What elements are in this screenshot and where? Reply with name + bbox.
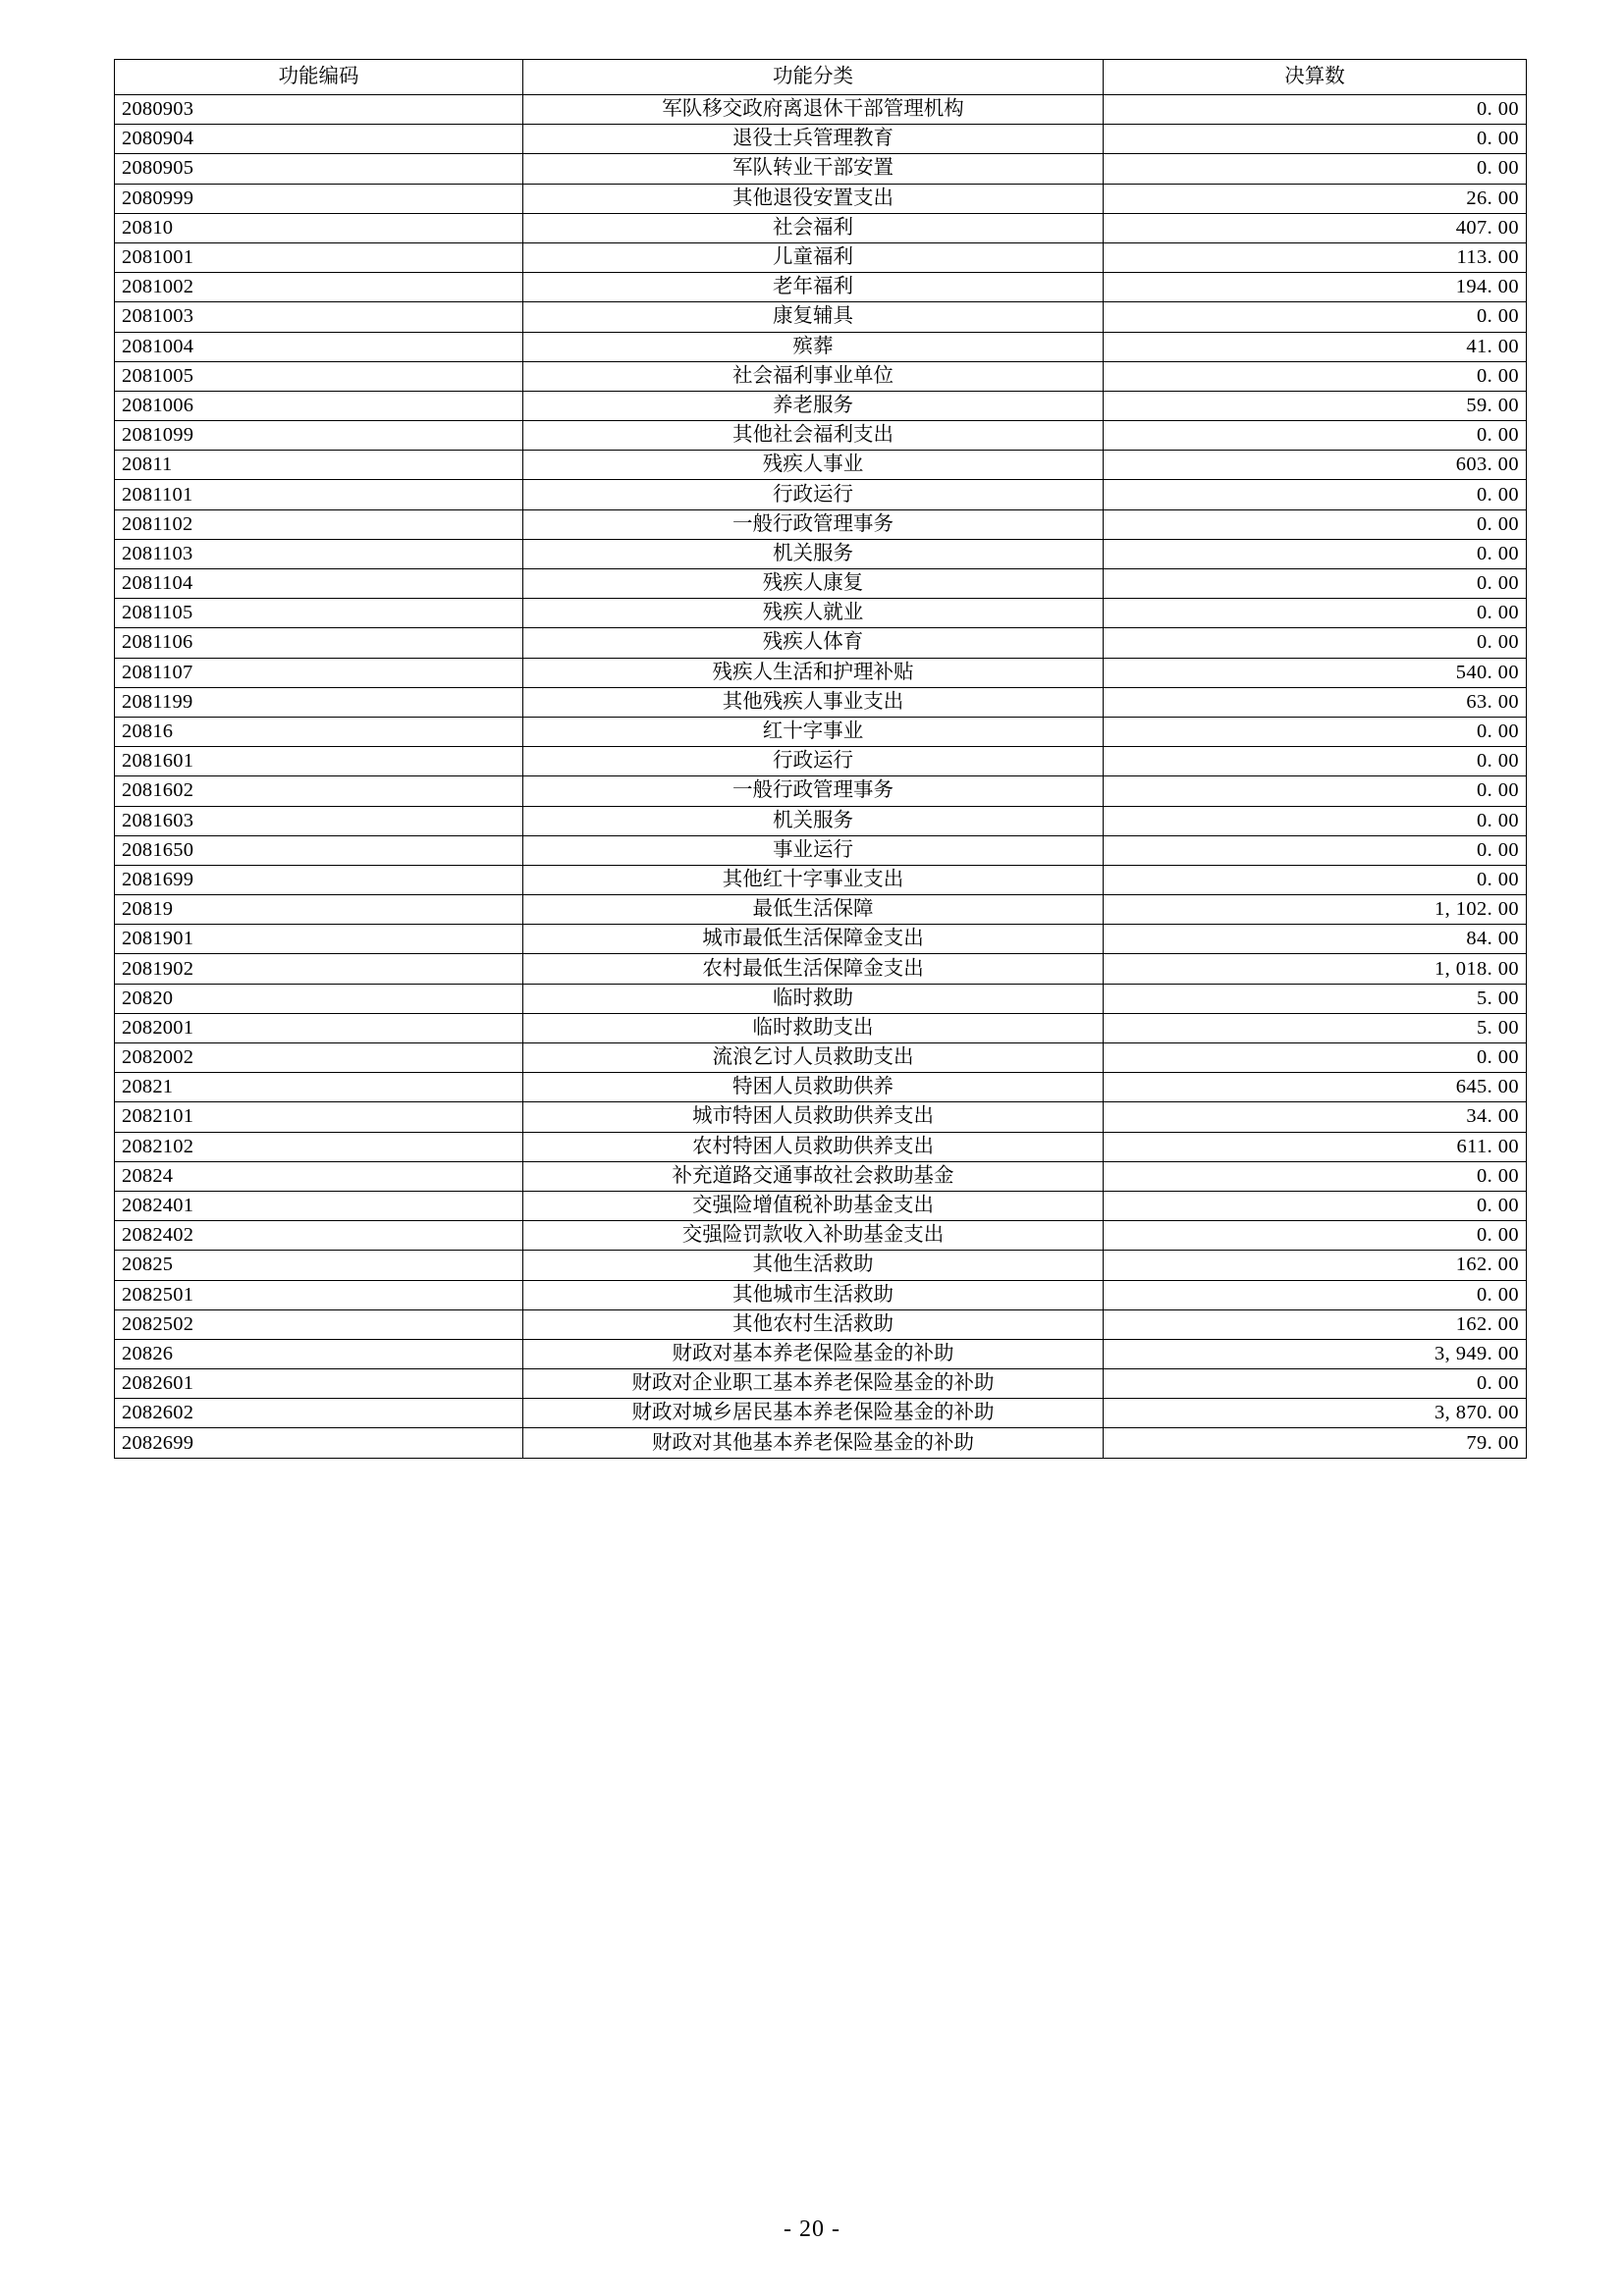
cell-function-category: 老年福利 bbox=[523, 273, 1104, 302]
cell-function-category: 城市最低生活保障金支出 bbox=[523, 925, 1104, 954]
cell-function-code: 2081099 bbox=[115, 421, 523, 451]
table-row bbox=[115, 1161, 1527, 1191]
cell-function-code: 2081102 bbox=[115, 509, 523, 539]
table-row bbox=[115, 1221, 1527, 1251]
table-row bbox=[115, 1102, 1527, 1132]
cell-function-code: 20826 bbox=[115, 1339, 523, 1368]
table-row bbox=[115, 1132, 1527, 1161]
cell-final-amount: 611. 00 bbox=[1104, 1132, 1527, 1161]
cell-function-category: 城市特困人员救助供养支出 bbox=[523, 1102, 1104, 1132]
cell-function-category: 机关服务 bbox=[523, 539, 1104, 568]
cell-final-amount: 0. 00 bbox=[1104, 480, 1527, 509]
cell-final-amount: 5. 00 bbox=[1104, 984, 1527, 1013]
cell-final-amount: 407. 00 bbox=[1104, 213, 1527, 242]
cell-function-category: 军队转业干部安置 bbox=[523, 154, 1104, 184]
budget-table bbox=[114, 59, 1527, 1459]
cell-function-category: 其他农村生活救助 bbox=[523, 1309, 1104, 1339]
table-row bbox=[115, 658, 1527, 687]
cell-function-category: 财政对其他基本养老保险基金的补助 bbox=[523, 1428, 1104, 1458]
cell-function-code: 20819 bbox=[115, 895, 523, 925]
cell-function-category: 退役士兵管理教育 bbox=[523, 125, 1104, 154]
table-row bbox=[115, 1428, 1527, 1458]
cell-function-code: 2081104 bbox=[115, 569, 523, 599]
cell-final-amount: 603. 00 bbox=[1104, 451, 1527, 480]
cell-function-category: 儿童福利 bbox=[523, 242, 1104, 272]
cell-final-amount: 162. 00 bbox=[1104, 1251, 1527, 1280]
cell-function-code: 20816 bbox=[115, 717, 523, 746]
cell-function-code: 2081003 bbox=[115, 302, 523, 332]
table-row bbox=[115, 954, 1527, 984]
cell-final-amount: 0. 00 bbox=[1104, 95, 1527, 125]
cell-function-code: 2080999 bbox=[115, 184, 523, 213]
cell-function-category: 补充道路交通事故社会救助基金 bbox=[523, 1161, 1104, 1191]
cell-function-code: 2082101 bbox=[115, 1102, 523, 1132]
cell-final-amount: 113. 00 bbox=[1104, 242, 1527, 272]
table-row bbox=[115, 599, 1527, 628]
table-row bbox=[115, 302, 1527, 332]
cell-final-amount: 540. 00 bbox=[1104, 658, 1527, 687]
cell-final-amount: 645. 00 bbox=[1104, 1073, 1527, 1102]
cell-function-category: 行政运行 bbox=[523, 747, 1104, 776]
cell-function-category: 事业运行 bbox=[523, 835, 1104, 865]
cell-final-amount: 0. 00 bbox=[1104, 421, 1527, 451]
cell-function-code: 2082002 bbox=[115, 1043, 523, 1073]
cell-function-code: 2081603 bbox=[115, 806, 523, 835]
cell-final-amount: 194. 00 bbox=[1104, 273, 1527, 302]
cell-final-amount: 0. 00 bbox=[1104, 154, 1527, 184]
cell-final-amount: 41. 00 bbox=[1104, 332, 1527, 361]
cell-function-code: 20825 bbox=[115, 1251, 523, 1280]
cell-function-category: 临时救助支出 bbox=[523, 1013, 1104, 1042]
cell-function-category: 残疾人生活和护理补贴 bbox=[523, 658, 1104, 687]
table-row bbox=[115, 1013, 1527, 1042]
cell-final-amount: 1, 102. 00 bbox=[1104, 895, 1527, 925]
cell-function-category: 其他城市生活救助 bbox=[523, 1280, 1104, 1309]
table-row bbox=[115, 895, 1527, 925]
cell-final-amount: 0. 00 bbox=[1104, 539, 1527, 568]
cell-function-category: 其他红十字事业支出 bbox=[523, 865, 1104, 894]
cell-function-category: 残疾人康复 bbox=[523, 569, 1104, 599]
cell-function-code: 2082001 bbox=[115, 1013, 523, 1042]
cell-function-category: 农村最低生活保障金支出 bbox=[523, 954, 1104, 984]
cell-function-category: 一般行政管理事务 bbox=[523, 509, 1104, 539]
table-row bbox=[115, 925, 1527, 954]
cell-final-amount: 162. 00 bbox=[1104, 1309, 1527, 1339]
table-row bbox=[115, 835, 1527, 865]
cell-function-code: 2081103 bbox=[115, 539, 523, 568]
table-row bbox=[115, 1073, 1527, 1102]
cell-final-amount: 59. 00 bbox=[1104, 391, 1527, 420]
cell-function-category: 残疾人事业 bbox=[523, 451, 1104, 480]
cell-final-amount: 1, 018. 00 bbox=[1104, 954, 1527, 984]
table-row bbox=[115, 451, 1527, 480]
cell-function-code: 2081602 bbox=[115, 776, 523, 806]
cell-final-amount: 0. 00 bbox=[1104, 509, 1527, 539]
table-row bbox=[115, 273, 1527, 302]
cell-function-code: 2081601 bbox=[115, 747, 523, 776]
cell-function-code: 2081002 bbox=[115, 273, 523, 302]
cell-function-category: 残疾人体育 bbox=[523, 628, 1104, 658]
cell-function-code: 2081005 bbox=[115, 361, 523, 391]
table-row bbox=[115, 154, 1527, 184]
cell-final-amount: 0. 00 bbox=[1104, 628, 1527, 658]
cell-function-code: 2081006 bbox=[115, 391, 523, 420]
table-row bbox=[115, 865, 1527, 894]
cell-final-amount: 0. 00 bbox=[1104, 747, 1527, 776]
table-row bbox=[115, 391, 1527, 420]
cell-function-code: 2082602 bbox=[115, 1399, 523, 1428]
table-row bbox=[115, 1043, 1527, 1073]
table-row bbox=[115, 242, 1527, 272]
cell-function-category: 殡葬 bbox=[523, 332, 1104, 361]
table-row bbox=[115, 213, 1527, 242]
cell-function-category: 交强险罚款收入补助基金支出 bbox=[523, 1221, 1104, 1251]
cell-function-code: 2082102 bbox=[115, 1132, 523, 1161]
cell-function-code: 2080904 bbox=[115, 125, 523, 154]
table-row bbox=[115, 806, 1527, 835]
table-row bbox=[115, 717, 1527, 746]
cell-function-category: 农村特困人员救助供养支出 bbox=[523, 1132, 1104, 1161]
cell-function-category: 财政对基本养老保险基金的补助 bbox=[523, 1339, 1104, 1368]
cell-final-amount: 79. 00 bbox=[1104, 1428, 1527, 1458]
cell-final-amount: 34. 00 bbox=[1104, 1102, 1527, 1132]
cell-function-code: 2081199 bbox=[115, 687, 523, 717]
cell-function-code: 2081001 bbox=[115, 242, 523, 272]
table-row bbox=[115, 1309, 1527, 1339]
table-row bbox=[115, 1399, 1527, 1428]
cell-final-amount: 0. 00 bbox=[1104, 1191, 1527, 1220]
table-row bbox=[115, 184, 1527, 213]
cell-function-code: 20810 bbox=[115, 213, 523, 242]
cell-final-amount: 0. 00 bbox=[1104, 361, 1527, 391]
table-row bbox=[115, 569, 1527, 599]
cell-function-code: 2081699 bbox=[115, 865, 523, 894]
table-row bbox=[115, 628, 1527, 658]
cell-function-code: 2081004 bbox=[115, 332, 523, 361]
cell-function-code: 2081901 bbox=[115, 925, 523, 954]
cell-function-code: 2081106 bbox=[115, 628, 523, 658]
cell-final-amount: 0. 00 bbox=[1104, 1221, 1527, 1251]
table-row bbox=[115, 125, 1527, 154]
page-number: - 20 - bbox=[784, 2216, 840, 2242]
cell-function-code: 2081107 bbox=[115, 658, 523, 687]
cell-final-amount: 0. 00 bbox=[1104, 599, 1527, 628]
cell-function-category: 养老服务 bbox=[523, 391, 1104, 420]
cell-function-category: 机关服务 bbox=[523, 806, 1104, 835]
cell-function-code: 2082401 bbox=[115, 1191, 523, 1220]
cell-function-code: 2080903 bbox=[115, 95, 523, 125]
cell-function-category: 其他生活救助 bbox=[523, 1251, 1104, 1280]
cell-final-amount: 0. 00 bbox=[1104, 806, 1527, 835]
cell-function-code: 2081650 bbox=[115, 835, 523, 865]
cell-function-category: 康复辅具 bbox=[523, 302, 1104, 332]
cell-function-category: 财政对企业职工基本养老保险基金的补助 bbox=[523, 1369, 1104, 1399]
cell-function-code: 2082402 bbox=[115, 1221, 523, 1251]
table-row bbox=[115, 361, 1527, 391]
cell-function-category: 行政运行 bbox=[523, 480, 1104, 509]
cell-function-category: 最低生活保障 bbox=[523, 895, 1104, 925]
cell-final-amount: 0. 00 bbox=[1104, 835, 1527, 865]
table-row bbox=[115, 1369, 1527, 1399]
cell-function-category: 其他社会福利支出 bbox=[523, 421, 1104, 451]
cell-function-category: 其他残疾人事业支出 bbox=[523, 687, 1104, 717]
cell-function-code: 20821 bbox=[115, 1073, 523, 1102]
table-header bbox=[115, 60, 1527, 95]
cell-function-category: 军队移交政府离退休干部管理机构 bbox=[523, 95, 1104, 125]
budget-table-container bbox=[114, 59, 1526, 1459]
cell-function-code: 2082601 bbox=[115, 1369, 523, 1399]
cell-final-amount: 84. 00 bbox=[1104, 925, 1527, 954]
cell-function-code: 2081101 bbox=[115, 480, 523, 509]
cell-function-category: 残疾人就业 bbox=[523, 599, 1104, 628]
table-row bbox=[115, 747, 1527, 776]
table-row bbox=[115, 1191, 1527, 1220]
table-row bbox=[115, 776, 1527, 806]
cell-final-amount: 0. 00 bbox=[1104, 1369, 1527, 1399]
cell-function-category: 社会福利事业单位 bbox=[523, 361, 1104, 391]
table-body bbox=[115, 95, 1527, 1459]
cell-final-amount: 0. 00 bbox=[1104, 717, 1527, 746]
table-row bbox=[115, 332, 1527, 361]
cell-function-category: 交强险增值税补助基金支出 bbox=[523, 1191, 1104, 1220]
column-header-function-category: 功能分类 bbox=[523, 60, 1104, 95]
cell-function-code: 20811 bbox=[115, 451, 523, 480]
cell-function-category: 一般行政管理事务 bbox=[523, 776, 1104, 806]
table-row bbox=[115, 1339, 1527, 1368]
cell-function-category: 其他退役安置支出 bbox=[523, 184, 1104, 213]
table-row bbox=[115, 1251, 1527, 1280]
cell-final-amount: 0. 00 bbox=[1104, 865, 1527, 894]
cell-final-amount: 0. 00 bbox=[1104, 125, 1527, 154]
table-row bbox=[115, 95, 1527, 125]
cell-final-amount: 0. 00 bbox=[1104, 1161, 1527, 1191]
cell-function-category: 社会福利 bbox=[523, 213, 1104, 242]
cell-function-code: 20824 bbox=[115, 1161, 523, 1191]
table-header-row bbox=[115, 60, 1527, 95]
cell-final-amount: 0. 00 bbox=[1104, 569, 1527, 599]
cell-function-code: 2081902 bbox=[115, 954, 523, 984]
table-row bbox=[115, 509, 1527, 539]
cell-final-amount: 3, 870. 00 bbox=[1104, 1399, 1527, 1428]
cell-function-code: 2082501 bbox=[115, 1280, 523, 1309]
column-header-function-code: 功能编码 bbox=[115, 60, 523, 95]
cell-function-code: 2082502 bbox=[115, 1309, 523, 1339]
cell-function-code: 2081105 bbox=[115, 599, 523, 628]
cell-function-category: 临时救助 bbox=[523, 984, 1104, 1013]
table-row bbox=[115, 1280, 1527, 1309]
cell-final-amount: 5. 00 bbox=[1104, 1013, 1527, 1042]
column-header-final-amount: 决算数 bbox=[1104, 60, 1527, 95]
cell-final-amount: 0. 00 bbox=[1104, 1043, 1527, 1073]
cell-function-category: 特困人员救助供养 bbox=[523, 1073, 1104, 1102]
cell-function-code: 2080905 bbox=[115, 154, 523, 184]
table-row bbox=[115, 984, 1527, 1013]
table-row bbox=[115, 421, 1527, 451]
cell-function-code: 20820 bbox=[115, 984, 523, 1013]
table-row bbox=[115, 687, 1527, 717]
cell-function-category: 红十字事业 bbox=[523, 717, 1104, 746]
cell-final-amount: 0. 00 bbox=[1104, 1280, 1527, 1309]
cell-final-amount: 0. 00 bbox=[1104, 776, 1527, 806]
cell-final-amount: 63. 00 bbox=[1104, 687, 1527, 717]
table-row bbox=[115, 539, 1527, 568]
table-row bbox=[115, 480, 1527, 509]
cell-function-code: 2082699 bbox=[115, 1428, 523, 1458]
cell-function-category: 财政对城乡居民基本养老保险基金的补助 bbox=[523, 1399, 1104, 1428]
cell-function-category: 流浪乞讨人员救助支出 bbox=[523, 1043, 1104, 1073]
cell-final-amount: 3, 949. 00 bbox=[1104, 1339, 1527, 1368]
cell-final-amount: 26. 00 bbox=[1104, 184, 1527, 213]
cell-final-amount: 0. 00 bbox=[1104, 302, 1527, 332]
